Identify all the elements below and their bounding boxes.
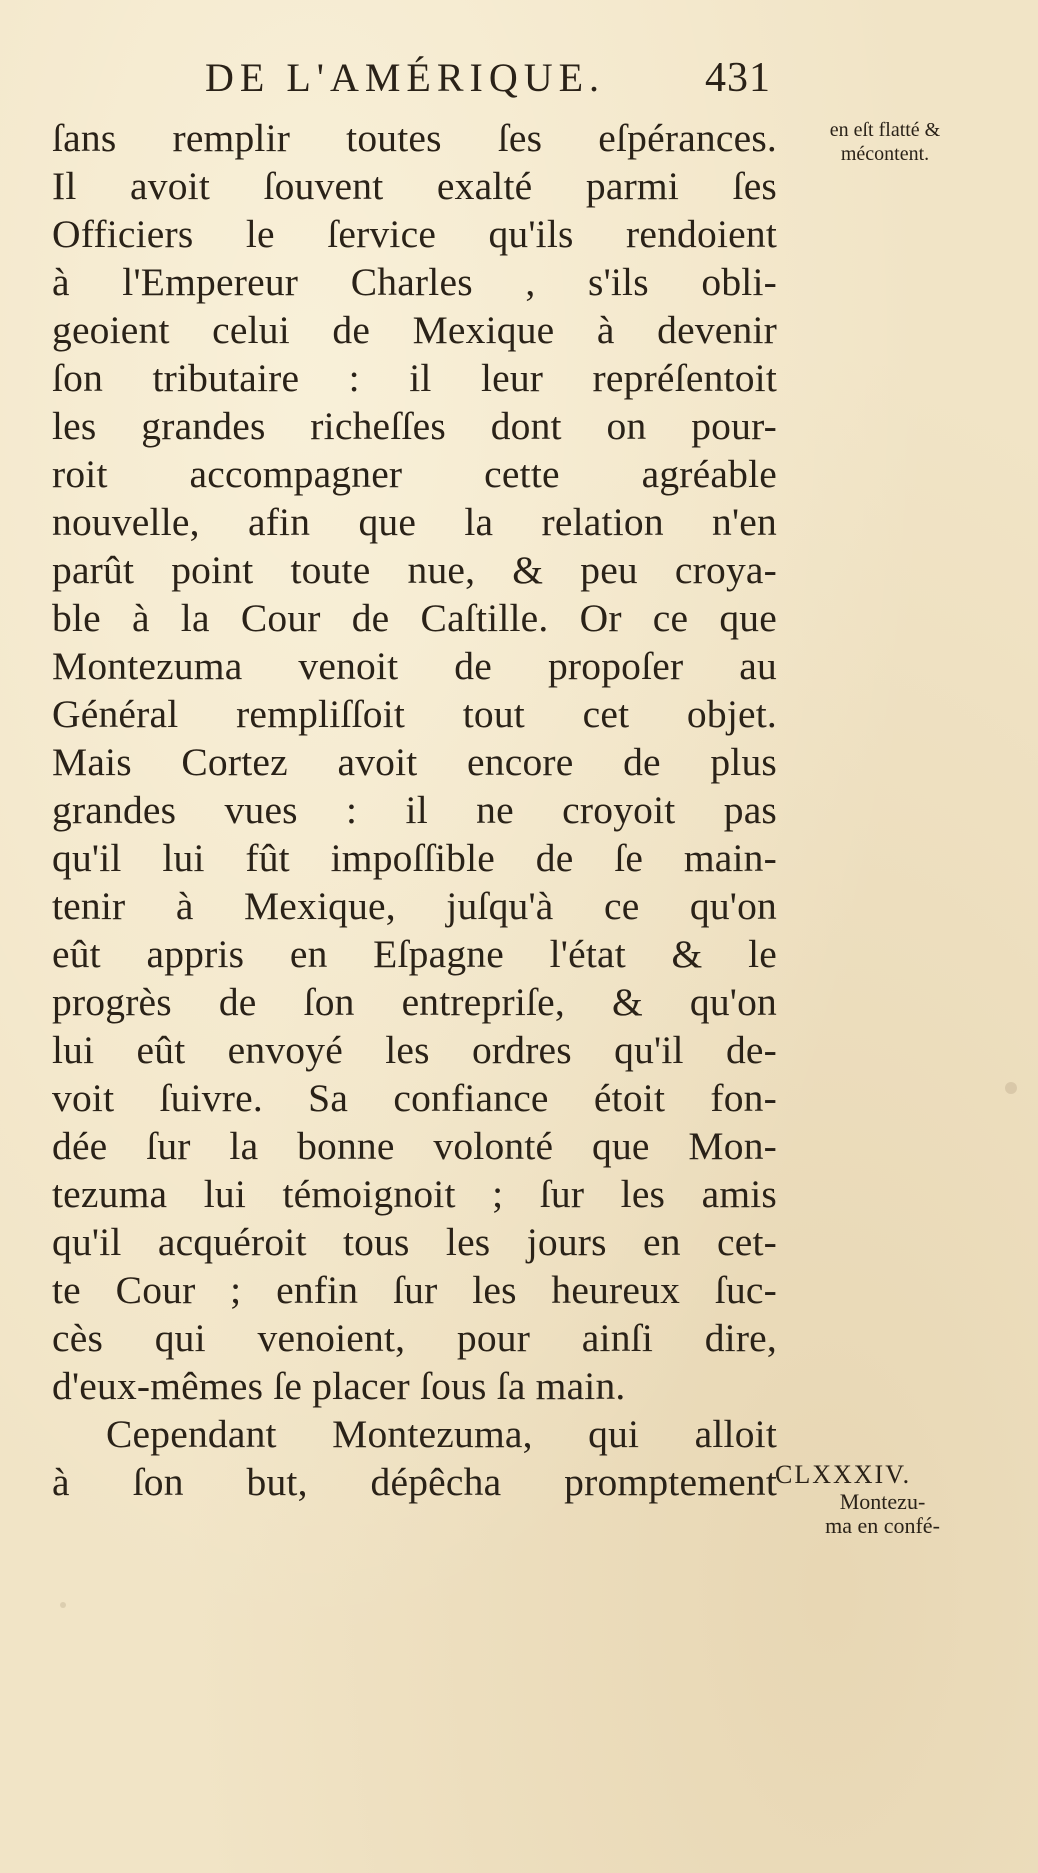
text-line: dée ſur la bonne volonté que Mon- <box>52 1124 777 1168</box>
text-line: d'eux-mêmes ſe placer ſous ſa main. <box>52 1364 626 1408</box>
text-line: tezuma lui témoignoit ; ſur les amis <box>52 1172 777 1216</box>
text-line: roit accompagner cette agréable <box>52 452 777 496</box>
page-header <box>205 50 785 106</box>
text-line: progrès de ſon entrepriſe, & qu'on <box>52 980 777 1024</box>
text-line: geoient celui de Mexique à devenir <box>52 308 777 352</box>
text-line: eût appris en Eſpagne l'état & le <box>52 932 777 976</box>
text-line: qu'il lui fût impoſſible de ſe main- <box>52 836 777 880</box>
margin-note-line: mécontent. <box>840 143 930 165</box>
text-line: Montezuma venoit de propoſer au <box>52 644 777 688</box>
text-line: cès qui venoient, pour ainſi dire, <box>52 1316 777 1360</box>
margin-note-section-clxxxiv <box>775 1460 990 1538</box>
text-line: lui eût envoyé les ordres qu'il de- <box>52 1028 777 1072</box>
margin-note-flatte <box>790 118 980 166</box>
text-line: Cependant Montezuma, qui alloit <box>106 1412 777 1456</box>
text-line: à l'Empereur Charles , s'ils obli- <box>52 260 777 304</box>
text-line: voit ſuivre. Sa confiance étoit fon- <box>52 1076 777 1120</box>
text-line: ſon tributaire : il leur repréſentoit <box>52 356 777 400</box>
text-line: tenir à Mexique, juſqu'à ce qu'on <box>52 884 777 928</box>
margin-note-line: en eſt flatté & <box>829 119 941 141</box>
running-title: DE L'AMÉRIQUE. <box>205 55 606 100</box>
page-number: 431 <box>705 55 771 101</box>
paper-smudge <box>60 1602 66 1608</box>
text-line: Mais Cortez avoit encore de plus <box>52 740 777 784</box>
text-line: grandes vues : il ne croyoit pas <box>52 788 777 832</box>
margin-note-line: Montezu- <box>839 1489 926 1514</box>
body-text <box>52 114 777 1506</box>
section-number: CLXXXIV. <box>775 1460 912 1489</box>
text-line: te Cour ; enfin ſur les heureux ſuc- <box>52 1268 777 1312</box>
text-line: ble à la Cour de Caſtille. Or ce que <box>52 596 777 640</box>
text-line: qu'il acquéroit tous les jours en cet- <box>52 1220 777 1264</box>
text-line: Officiers le ſervice qu'ils rendoient <box>52 212 777 256</box>
paper-smudge <box>1005 1082 1017 1094</box>
text-line: à ſon but, dépêcha promptement <box>52 1460 777 1504</box>
text-line: parût point toute nue, & peu croya- <box>52 548 777 592</box>
text-line: nouvelle, afin que la relation n'en <box>52 500 777 544</box>
text-line: Il avoit ſouvent exalté parmi ſes <box>52 164 777 208</box>
text-line: ſans remplir toutes ſes eſpérances. <box>52 116 777 160</box>
margin-note-line: ma en confé- <box>825 1513 940 1538</box>
text-line: Général rempliſſoit tout cet objet. <box>52 692 777 736</box>
text-line: les grandes richeſſes dont on pour- <box>52 404 777 448</box>
